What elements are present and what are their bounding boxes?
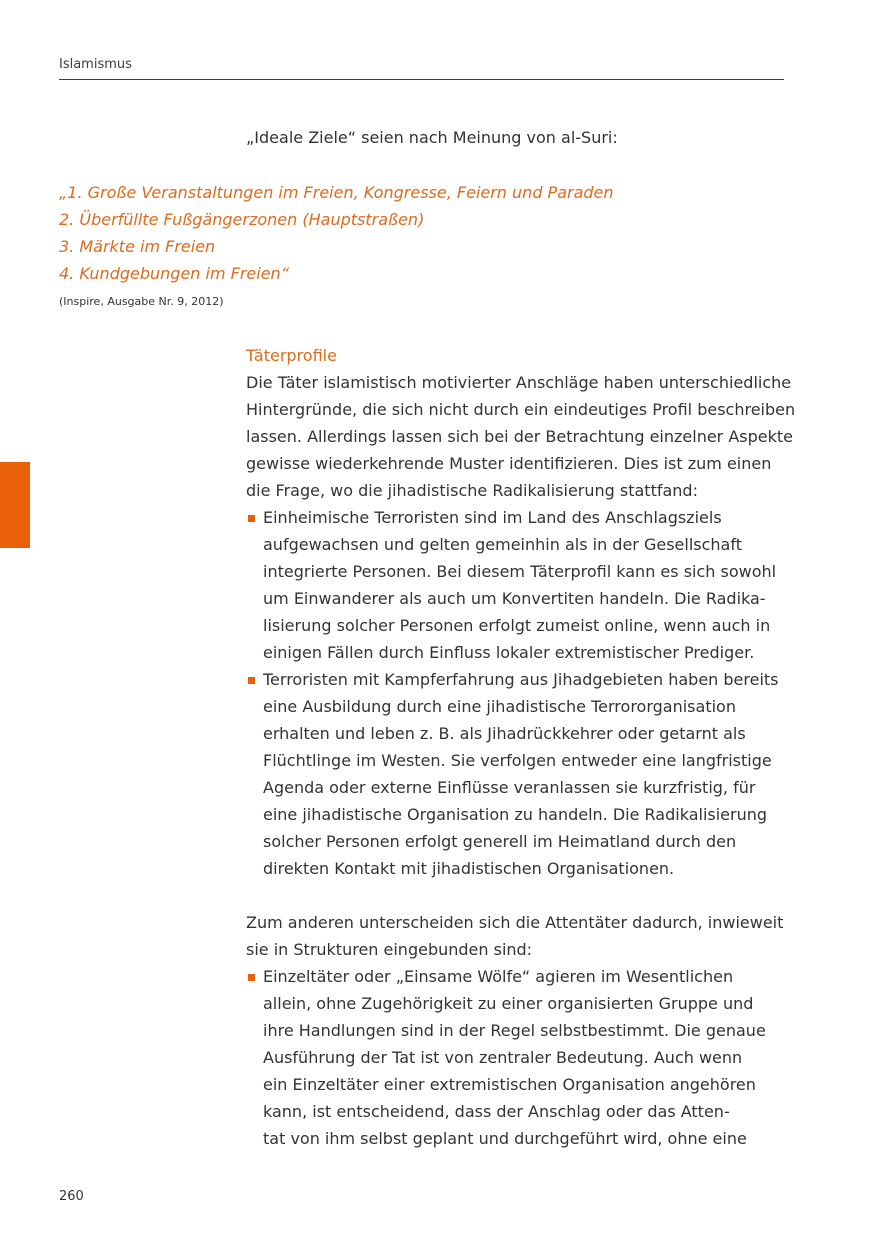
text-line: tat von ihm selbst geplant und durchgeführt wird, ohne eine <box>263 1129 747 1148</box>
chapter-tab-marker <box>0 462 30 548</box>
header-rule <box>59 79 784 80</box>
text-line: Einheimische Terroristen sind im Land des Anschlagsziels <box>263 508 722 527</box>
bullet-item-lone-wolves <box>246 963 784 1152</box>
section-title: Täterprofile <box>246 346 337 365</box>
running-head: Islamismus <box>59 57 132 72</box>
text-line: eine Ausbildung durch eine jihadistische Terrororganisation <box>263 697 736 716</box>
text-line: Hintergründe, die sich nicht durch ein eindeutiges Profil beschreiben <box>246 400 796 419</box>
text-line: Agenda oder externe Einflüsse veranlassen sie kurzfristig, für <box>263 778 756 797</box>
intro-text: „Ideale Ziele“ seien nach Meinung von al-Suri: <box>246 128 618 147</box>
page-number: 260 <box>59 1189 84 1204</box>
text-line: ihre Handlungen sind in der Regel selbstbestimmt. Die genaue <box>263 1021 766 1040</box>
quote-line: „1. Große Veranstaltungen im Freien, Kongresse, Feiern und Paraden <box>59 183 614 202</box>
main-text-column <box>246 342 796 1152</box>
quote-line: 3. Märkte im Freien <box>59 237 216 256</box>
text-line: gewisse wiederkehrende Muster identifizieren. Dies ist zum einen <box>246 454 772 473</box>
quote-line: 2. Überfüllte Fußgängerzonen (Hauptstraßen) <box>59 210 425 229</box>
bullet-item-homegrown <box>246 504 784 666</box>
text-line: lassen. Allerdings lassen sich bei der Betrachtung einzelner Aspekte <box>246 427 794 446</box>
text-line: Ausführung der Tat ist von zentraler Bedeutung. Auch wenn <box>263 1048 743 1067</box>
bullet-list-origin <box>246 504 784 882</box>
text-line: um Einwanderer als auch um Konvertiten handeln. Die Radika- <box>263 589 766 608</box>
bullet-list-structures <box>246 963 784 1152</box>
text-line: eine jihadistische Organisation zu handeln. Die Radikalisierung <box>263 805 768 824</box>
bullet-square-icon <box>248 677 255 684</box>
text-line: Die Täter islamistisch motivierter Anschläge haben unterschiedliche <box>246 373 792 392</box>
text-line: sie in Strukturen eingebunden sind: <box>246 940 533 959</box>
text-line: integrierte Personen. Bei diesem Täterprofil kann es sich sowohl <box>263 562 777 581</box>
text-line: Terroristen mit Kampferfahrung aus Jihadgebieten haben bereits <box>263 670 779 689</box>
text-line: kann, ist entscheidend, dass der Anschlag oder das Atten- <box>263 1102 730 1121</box>
text-line: lisierung solcher Personen erfolgt zumeist online, wenn auch in <box>263 616 771 635</box>
paragraph-radicalization-location <box>246 369 796 504</box>
quote-line: 4. Kundgebungen im Freien“ <box>59 264 289 283</box>
bullet-square-icon <box>248 515 255 522</box>
text-line: ein Einzeltäter einer extremistischen Organisation angehören <box>263 1075 756 1094</box>
text-line: Einzeltäter oder „Einsame Wölfe“ agieren im Wesentlichen <box>263 967 734 986</box>
text-line: die Frage, wo die jihadistische Radikalisierung stattfand: <box>246 481 698 500</box>
quote-source: (Inspire, Ausgabe Nr. 9, 2012) <box>59 295 224 308</box>
text-line: Zum anderen unterscheiden sich die Attentäter dadurch, inwieweit <box>246 913 784 932</box>
paragraph-structures <box>246 909 784 963</box>
text-line: aufgewachsen und gelten gemeinhin als in der Gesellschaft <box>263 535 742 554</box>
quote-list <box>59 179 614 287</box>
text-line: einigen Fällen durch Einfluss lokaler extremistischer Prediger. <box>263 643 755 662</box>
paragraph-spacer <box>246 882 784 909</box>
text-line: allein, ohne Zugehörigkeit zu einer organisierten Gruppe und <box>263 994 754 1013</box>
text-line: Flüchtlinge im Westen. Sie verfolgen entweder eine langfristige <box>263 751 772 770</box>
text-line: solcher Personen erfolgt generell im Heimatland durch den <box>263 832 737 851</box>
text-line: direkten Kontakt mit jihadistischen Organisationen. <box>263 859 675 878</box>
bullet-square-icon <box>248 974 255 981</box>
bullet-item-combat-experience <box>246 666 784 882</box>
text-line: erhalten und leben z. B. als Jihadrückkehrer oder getarnt als <box>263 724 746 743</box>
